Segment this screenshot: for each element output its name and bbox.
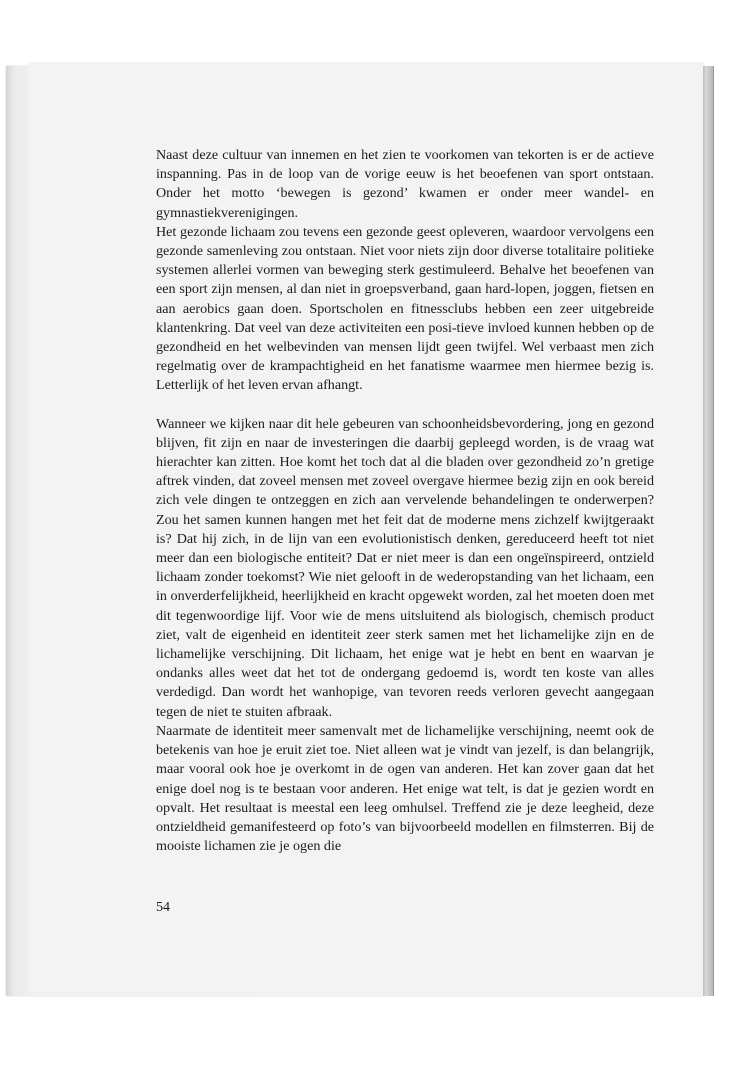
paragraph-2: Het gezonde lichaam zou tevens een gezonde geest opleveren, waardoor vervolgens een gezonde samenleving zou ontstaan. Niet voor niets zijn door diverse totalitaire politieke systemen allerlei vormen van beweging sterk gestimuleerd. Behalve het beoefenen van een sport zijn mensen, al dan niet in groepsverband, gaan hard-lopen, joggen, fietsen en aan aerobics gaan doen. Sportscholen en fitnessclubs hebben een zeer uitgebreide klantenkring. Dat veel van deze activiteiten een posi-tieve invloed kunnen hebben op de gezondheid en het welbevinden van mensen lijdt geen twijfel. Wel verbaast men zich regelmatig over de krampachtigheid en het fanatisme waarmee men hiermee bezig is. Letterlijk of het leven ervan afhangt. <box>156 223 654 394</box>
paragraph-3: Wanneer we kijken naar dit hele gebeuren van schoonheidsbevordering, jong en gezond blijven, fit zijn en naar de investeringen die daarbij gepleegd worden, is de vraag wat hierachter kan zitten. Hoe komt het toch dat al die bladen over gezondheid zo’n gretige aftrek vinden, dat zoveel mensen met zoveel overgave hiermee bezig zijn en ook bereid zich vele dingen te ontzeggen en zich aan vervelende behandelingen te onderwerpen? Zou het samen kunnen hangen met het feit dat de moderne mens zichzelf kwijtgeraakt is? Dat hij zich, in de lijn van een evolutionistisch denken, gereduceerd heeft tot niet meer dan een biologische entiteit? Dat er niet meer is dan een ongeïnspireerd, ontzield lichaam zonder toekomst? Wie niet gelooft in de wederopstanding van het lichaam, een in onverderfelijkheid, heerlijkheid en kracht opgewekt worden, zal het moeten doen met dit tegenwoordige lijf. Voor wie de mens uitsluitend als biologisch, chemisch product ziet, valt de eigenheid en identiteit zeer sterk samen met het lichamelijke zijn en de lichamelijke verschijning. Dit lichaam, het enige wat je hebt en bent en waarvan je ondanks alles weet dat het tot de ondergang gedoemd is, wordt ten koste van alles verdedigd. Dan wordt het wanhopige, van tevoren reeds verloren gevecht aangegaan tegen de niet te stuiten afbraak. <box>156 415 654 720</box>
paragraph-4: Naarmate de identiteit meer samenvalt met de lichamelijke verschijning, neemt ook de betekenis van hoe je eruit ziet toe. Niet alleen wat je vindt van jezelf, is dan belangrijk, maar vooral ook hoe je overkomt in de ogen van anderen. Het kan zover gaan dat het enige doel nog is te bestaan voor anderen. Het enige wat telt, is dat je gezien wordt en opvalt. Het resultaat is meestal een leeg omhulsel. Treffend zie je deze leegheid, deze ontzieldheid gemanifesteerd op foto’s van bijvoorbeeld modellen en filmsterren. Bij de mooiste lichamen zie je ogen die <box>156 722 654 855</box>
book-edge-line <box>713 66 714 996</box>
page-number: 54 <box>156 899 171 915</box>
paragraph-1: Naast deze cultuur van innemen en het zien te voorkomen van tekorten is er de actieve inspanning. Pas in de loop van de vorige eeuw is het beoefenen van sport ontstaan. Onder het motto ‘bewegen is gezond’ kwamen er onder meer wandel- en gymnastiekverenigingen. <box>156 147 654 221</box>
book-spine-edge <box>703 66 713 996</box>
body-text <box>156 146 654 856</box>
